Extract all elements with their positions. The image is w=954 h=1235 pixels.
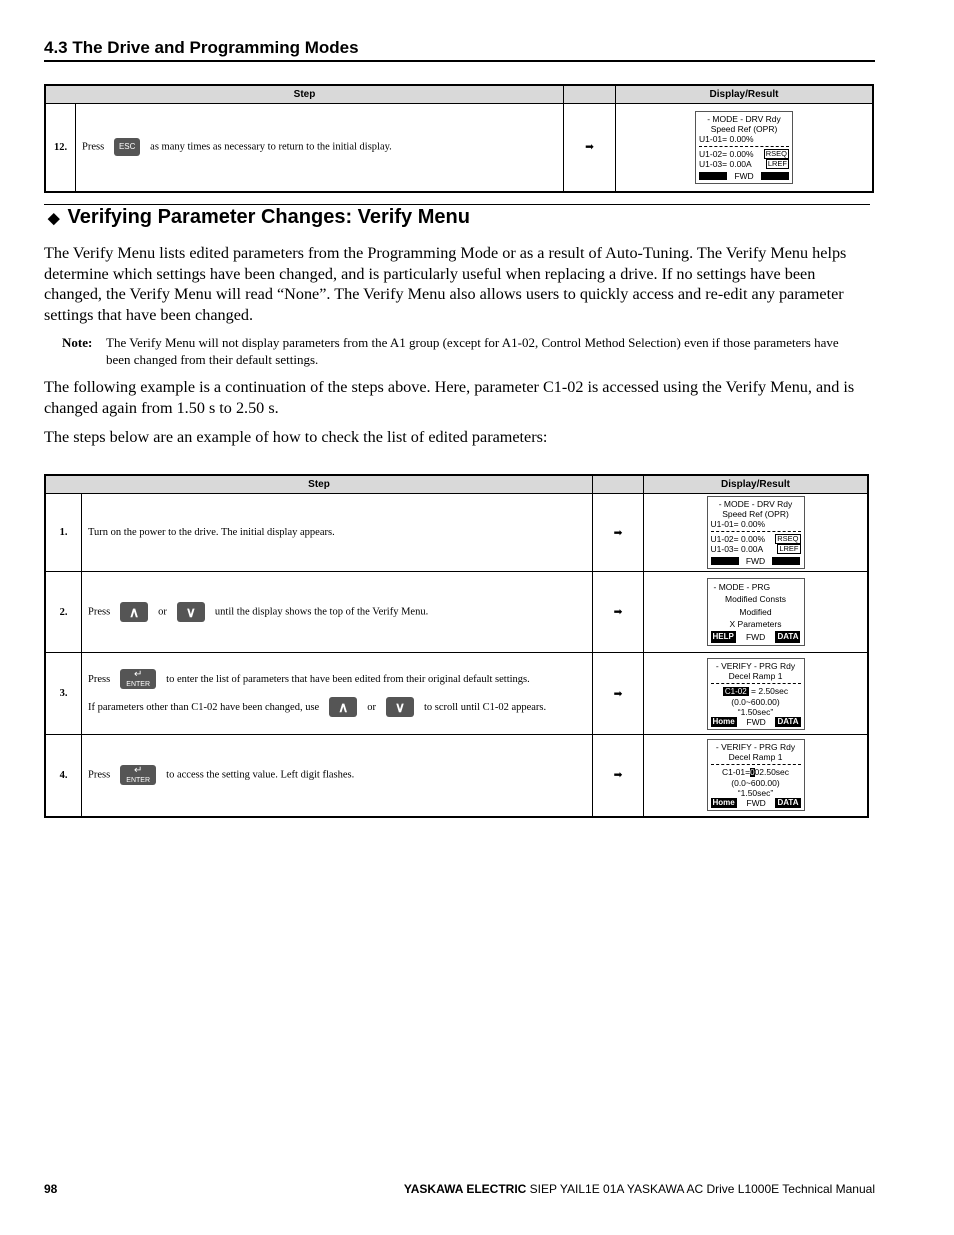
footer-doc: YASKAWA ELECTRIC SIEP YAIL1E 01A YASKAWA AC Drive L1000E Technical Manual: [403, 1182, 875, 1196]
arrow-right-icon: ➡: [593, 735, 644, 817]
lcd-display: - VERIFY - PRG Rdy Decel Ramp 1 C1-01=002.50sec (0.0~600.00) “1.50sec” Home FWD DATA: [707, 739, 805, 811]
down-arrow-key-icon: ∨: [177, 602, 205, 622]
note-text: The Verify Menu will not display parameters from the A1 group (except for A1-02, Control Method Selection) even if those parameters have been changed from their default settings.: [106, 335, 839, 367]
display-result: [616, 104, 874, 192]
cursor-digit: 0: [750, 768, 755, 778]
section-title: 4.3 The Drive and Programming Modes: [44, 38, 359, 57]
display-result: [644, 494, 869, 572]
table-row: [45, 735, 868, 817]
step-instruction: Turn on the power to the drive. The initial display appears.: [82, 494, 593, 572]
arrow-right-icon: ➡: [593, 494, 644, 572]
step-table-1: [44, 84, 874, 193]
display-result: [644, 653, 869, 735]
heading-rule: [44, 204, 870, 205]
lcd-display: - MODE - DRV Rdy Speed Ref (OPR) U1-01= 0.00% U1-02= 0.00% RSEQ U1-03= 0.00A LREF FWD: [695, 111, 793, 184]
table-row: [45, 653, 868, 735]
down-arrow-key-icon: ∨: [386, 697, 414, 717]
table-row: [45, 572, 868, 653]
up-arrow-key-icon: ∧: [120, 602, 148, 622]
paragraph: The steps below are an example of how to check the list of edited parameters:: [44, 428, 548, 446]
table-row: [45, 494, 868, 572]
enter-key-icon: ↵ ENTER: [120, 669, 156, 689]
arrow-right-icon: ➡: [593, 653, 644, 735]
note-label: Note:: [62, 335, 93, 350]
step-instruction: Press ↵ ENTER to access the setting value. Left digit flashes.: [82, 735, 593, 817]
step-instruction: Press ↵ ENTER to enter the list of parameters that have been edited from their original default settings. If parameters other than C1-02 have been changed, use ∧ or ∨ to scroll until C1-02 appears.: [82, 653, 593, 735]
page-heading: ◆ Verifying Parameter Changes: Verify Menu: [48, 206, 470, 228]
arrow-right-icon: ➡: [564, 104, 616, 192]
page-number: 98: [44, 1182, 58, 1196]
step-number: 1.: [45, 494, 82, 572]
section-rule: [44, 60, 875, 62]
step-header: Step: [45, 85, 564, 104]
paragraph: The following example is a continuation of the steps above. Here, parameter C1-02 is accessed using the Verify Menu, and is changed again from 1.50 s to 2.50 s.: [44, 378, 855, 417]
table-row: [45, 104, 873, 192]
note: [62, 334, 852, 368]
display-result: [644, 735, 869, 817]
step-table-2: [44, 474, 869, 818]
step-number: 12.: [45, 104, 76, 192]
step-instruction: Press ∧ or ∨ until the display shows the top of the Verify Menu.: [82, 572, 593, 653]
display-header: Display/Result: [644, 475, 869, 494]
step-header: Step: [45, 475, 593, 494]
display-header: Display/Result: [616, 85, 874, 104]
display-result: [644, 572, 869, 653]
up-arrow-key-icon: ∧: [329, 697, 357, 717]
lcd-display: - MODE - DRV Rdy Speed Ref (OPR) U1-01= 0.00% U1-02= 0.00% RSEQ U1-03= 0.00A LREF FWD: [707, 496, 805, 569]
enter-key-icon: ↵ ENTER: [120, 765, 156, 785]
step-instruction: Press ESC as many times as necessary to return to the initial display.: [76, 104, 564, 192]
lcd-display: - MODE - PRG Modified Consts Modified X Parameters HELP FWD DATA: [707, 578, 805, 647]
diamond-icon: ◆: [48, 210, 60, 227]
esc-key-icon: ESC: [114, 138, 140, 156]
step-number: 3.: [45, 653, 82, 735]
step-number: 2.: [45, 572, 82, 653]
arrow-right-icon: ➡: [593, 572, 644, 653]
step-number: 4.: [45, 735, 82, 817]
paragraph: The Verify Menu lists edited parameters from the Programming Mode or as a result of Auto-Tuning. The Verify Menu helps determine which settings have been changed, and is particularly useful when replacing a drive. If no settings have been changed, the Verify Menu will read “None”. The Verify Menu also allows users to quickly access and re-edit any parameter settings that have been changed.: [44, 244, 847, 324]
lcd-display: - VERIFY - PRG Rdy Decel Ramp 1 C1-02 = 2.50sec (0.0~600.00) “1.50sec” Home FWD DATA: [707, 658, 805, 730]
